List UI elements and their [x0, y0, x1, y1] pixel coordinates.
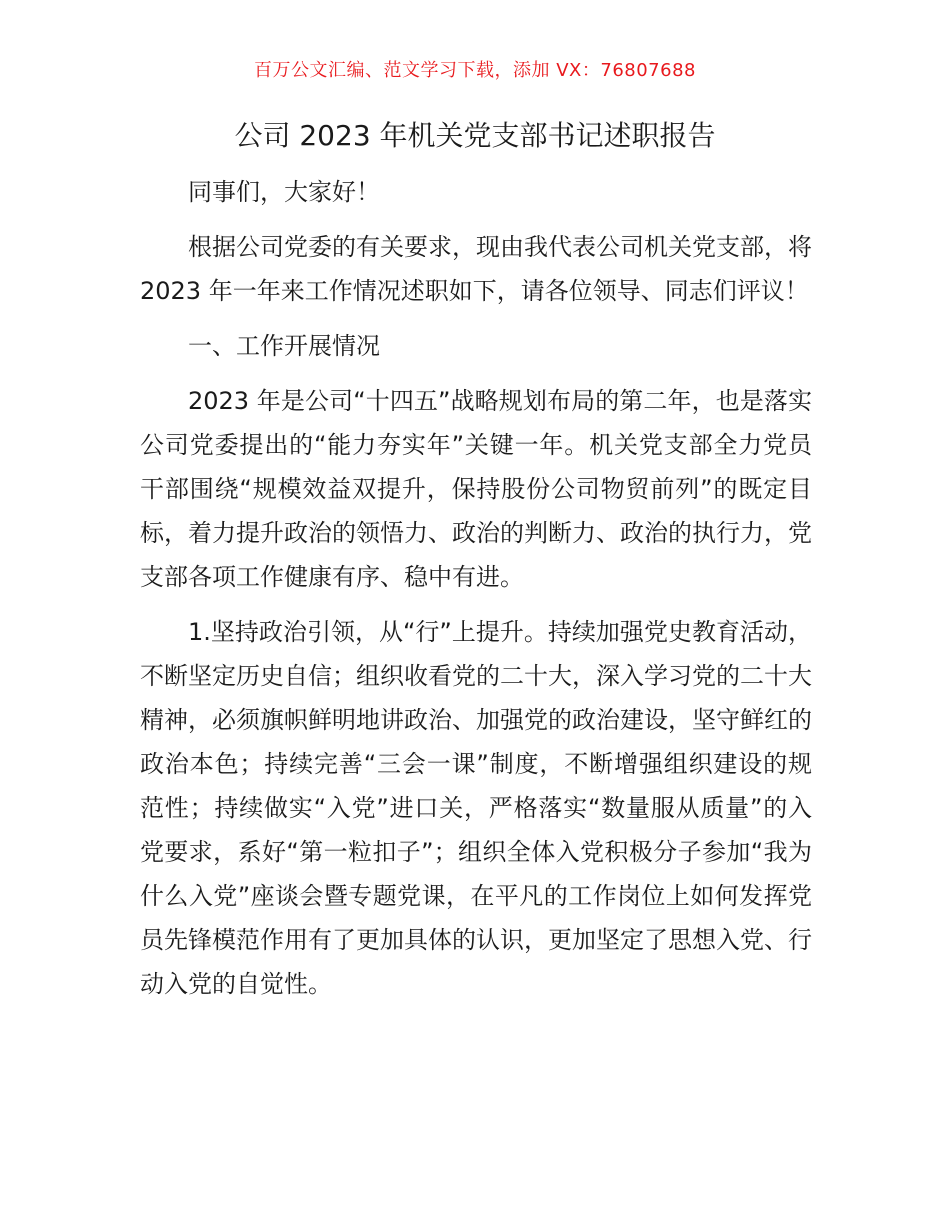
document-body	[140, 170, 812, 1017]
header-note: 百万公文汇编、范文学习下载，添加 VX：76807688	[254, 60, 696, 81]
paragraph-item-1: 1.坚持政治引领，从“行”上提升。持续加强党史教育活动，不断坚定历史自信；组织收看党的二十大，深入学习党的二十大精神，必须旗帜鲜明地讲政治、加强党的政治建设，坚守鲜红的政治本色；持续完善“三会一课”制度，不断增强组织建设的规范性；持续做实“入党”进口关，严格落实“数量服从质量”的入党要求，系好“第一粒扣子”；组织全体入党积极分子参加“我为什么入党”座谈会暨专题党课，在平凡的工作岗位上如何发挥党员先锋模范作用有了更加具体的认识，更加坚定了思想入党、行动入党的自觉性。	[140, 618, 812, 998]
paragraph-overview: 2023 年是公司“十四五”战略规划布局的第二年，也是落实公司党委提出的“能力夯实年”关键一年。机关党支部全力党员干部围绕“规模效益双提升，保持股份公司物贸前列”的既定目标，着力提升政治的领悟力、政治的判断力、政治的执行力，党支部各项工作健康有序、稳中有进。	[140, 387, 812, 591]
paragraph-intro: 根据公司党委的有关要求，现由我代表公司机关党支部，将 2023 年一年来工作情况述职如下，请各位领导、同志们评议！	[140, 233, 812, 305]
paragraph-greeting: 同事们，大家好！	[188, 178, 380, 206]
section-heading: 一、工作开展情况	[188, 332, 380, 360]
document-title: 公司 2023 年机关党支部书记述职报告	[234, 119, 716, 152]
